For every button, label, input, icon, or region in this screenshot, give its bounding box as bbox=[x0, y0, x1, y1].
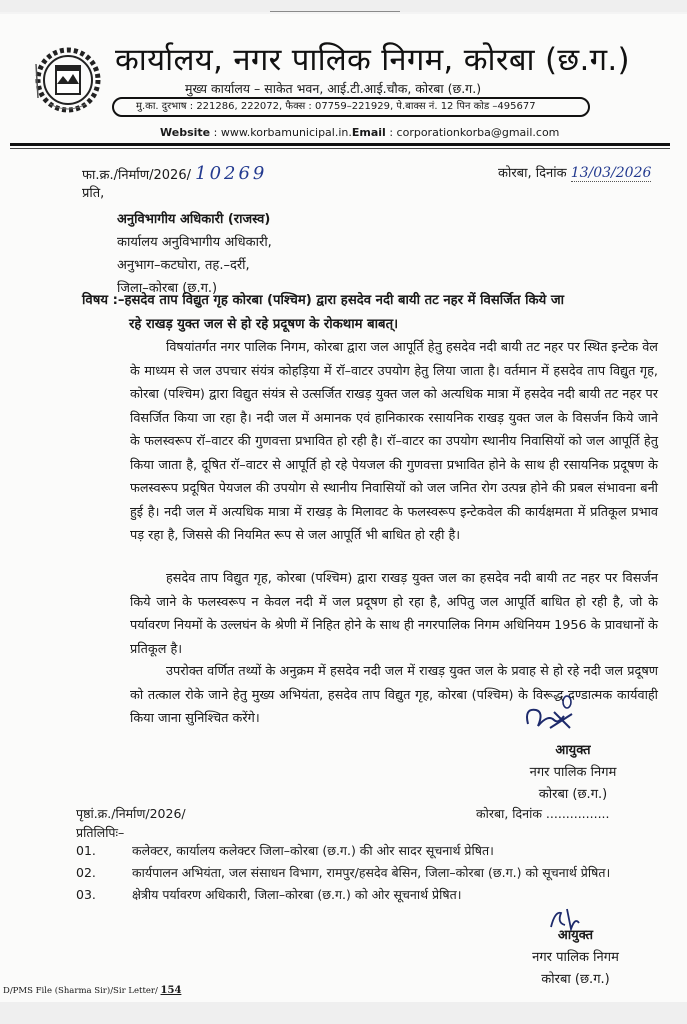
commissioner-signature bbox=[520, 694, 620, 738]
addressee-line: कार्यालय अनुविभागीय अधिकारी, bbox=[117, 235, 272, 250]
file-path-footer bbox=[3, 985, 181, 996]
reference-number-handwritten: 10269 bbox=[195, 163, 268, 184]
file-path: D/PMS File (Sharma Sir)/Sir Letter/ bbox=[3, 986, 158, 996]
signatory-office: नगर पालिक निगम bbox=[529, 765, 617, 780]
photo-bottom-margin bbox=[0, 1002, 687, 1024]
organization-title: कार्यालय, नगर पालिक निगम, कोरबा (छ.ग.) bbox=[115, 42, 630, 78]
subject-label: विषय :– bbox=[82, 293, 125, 308]
copy-number: 02. bbox=[76, 865, 96, 880]
salutation: प्रति, bbox=[82, 186, 105, 201]
signatory-title: आयुक्त bbox=[555, 743, 591, 758]
date-label: कोरबा, दिनांक bbox=[498, 166, 567, 181]
copy-text: कार्यपालन अभियंता, जल संसाधन विभाग, रामपुर/हसदेव बेसिन, जिला–कोरबा (छ.ग.) को सूचनार्थ प्रेषित। bbox=[132, 865, 611, 880]
copy-number: 03. bbox=[76, 887, 96, 902]
photo-edge-shadow bbox=[270, 11, 400, 12]
body-paragraph-2: हसदेव ताप विद्युत गृह, कोरबा (पश्चिम) द्वारा राखड़ युक्त जल का हसदेव नदी बायी तट नहर पर विसर्जन किये जाने के फलस्वरूप न केवल नदी में जल प्रदूषण हो रहा है, अपितु जल आपूर्ति बाधित हो रही है, जो के पर्यावरण नियमों के उल्लघंन के श्रेणी में निहित होने के साथ ही नगरपालिक निगम अधिनियम 1956 के प्रावधानों के प्रतिकूल है। bbox=[130, 571, 658, 657]
addressee-line: जिला–कोरबा (छ.ग.) bbox=[117, 281, 218, 296]
signatory-office: नगर पालिक निगम bbox=[532, 950, 619, 965]
addressee-block bbox=[117, 208, 272, 300]
letterhead-rule-thick bbox=[10, 143, 670, 146]
copy-to-label: प्रतिलिपिः– bbox=[76, 825, 125, 840]
endorsement-reference: पृष्ठां.क्र./निर्माण/2026/ bbox=[76, 806, 186, 821]
addressee-line: अनुभाग–कटघोरा, तह.–दर्री, bbox=[117, 258, 250, 273]
contact-details: मु.का. दुरभाष : 221286, 222072, फैक्स : 07759–221929, पे.बाक्स नं. 12 पिन कोड –495677 bbox=[112, 97, 590, 117]
head-office-address: मुख्य कार्यालय – साकेत भवन, आई.टी.आई.चौक, कोरबा (छ.ग.) bbox=[185, 81, 482, 96]
copy-list bbox=[76, 840, 676, 906]
municipal-emblem-logo bbox=[30, 44, 102, 116]
subject-text-2: रहे राखड़ युक्त जल से हो रहे प्रदूषण के रोकथाम बाबत्। bbox=[129, 317, 399, 332]
signatory-block-2 bbox=[503, 925, 648, 991]
endorsement-date-blank: ................ bbox=[545, 806, 610, 821]
body-paragraph-3: उपरोक्त वर्णित तथ्यों के अनुक्रम में हसदेव नदी जल में राखड़ युक्त जल के प्रवाह से हो रहे नदी जल प्रदूषण को तत्काल रोके जाने हेतु मुख्य अभियंता, हसदेव ताप विद्युत गृह, कोरबा (पश्चिम) के विरूद्ध दण्डात्मक कार्यवाही किया जाना सुनिश्चित करेंगे। bbox=[130, 664, 658, 726]
copy-item bbox=[76, 884, 676, 906]
email-label: Email bbox=[351, 126, 386, 139]
subject-text-1: हसदेव ताप विद्युत गृह कोरबा (पश्चिम) द्वारा हसदेव नदी बायी तट नहर में विसर्जित किये जा bbox=[124, 293, 565, 308]
website-link[interactable]: www.korbamunicipal.in. bbox=[220, 126, 352, 139]
copy-item bbox=[76, 862, 676, 884]
signatory-location: कोरबा (छ.ग.) bbox=[541, 972, 610, 987]
copy-text: कलेक्टर, कार्यालय कलेक्टर जिला–कोरबा (छ.ग.) की ओर सादर सूचनार्थ प्रेषित। bbox=[132, 843, 494, 858]
website-email-line: Website : www.korbamunicipal.in.Email : corporationkorba@gmail.com bbox=[160, 126, 560, 139]
endorsement-date-label: कोरबा, दिनांक bbox=[476, 806, 542, 821]
file-reference bbox=[82, 163, 267, 184]
website-label: Website bbox=[160, 126, 211, 139]
copy-item bbox=[76, 840, 676, 862]
letterhead-rule-thin bbox=[10, 148, 670, 149]
subject-line bbox=[82, 289, 662, 337]
signatory-block-1 bbox=[503, 740, 643, 806]
signatory-title: आयुक्त bbox=[557, 928, 594, 943]
email-link[interactable]: corporationkorba@gmail.com bbox=[396, 126, 560, 139]
letter-date bbox=[498, 163, 651, 181]
addressee-title: अनुविभागीय अधिकारी (राजस्व) bbox=[117, 212, 271, 227]
body-paragraph-1: विषयांतर्गत नगर पालिक निगम, कोरबा द्वारा जल आपूर्ति हेतु हसदेव नदी बायी तट नहर पर स्थित इन्टेक वेल के माध्यम से जल उपचार संयंत्र कोहड़िया में रॉ–वाटर उपयोग हेतु लिया जाता है। वर्तमान में हसदेव ताप विद्युत गृह, कोरबा (पश्चिम) द्वारा विद्युत संयंत्र से उत्सर्जित राखड़ युक्त जल को अत्यधिक मात्रा में हसदेव नदी बायी तट नहर पर विसर्जित किया जा रहा है। नदी जल में अमानक एवं हानिकारक रसायनिक राखड़ युक्त जल के विसर्जन किये जाने के फलस्वरूप रॉ–वाटर की गुणवत्ता प्रभावित हो रही है। रॉ–वाटर का उपयोग स्थानीय निवासियों को जल आपूर्ति हेतु किया जाता है, दूषित रॉ–वाटर से आपूर्ति हो रहे पेयजल की गुणवत्ता प्रभावित होने के साथ ही रसायनिक प्रदूषण के फलस्वरूप प्रदूषित पेयजल की उपयोग से स्थानीय निवासियों को जल जनित रोग उत्पन्न होने की प्रबल संभावना बनी हुई है। नदी जल में अत्यधिक मात्रा में राखड़ के मिलावट के फलस्वरूप इन्टेकवेल की कार्यक्षमता में प्रतिकूल प्रभाव पड़ रहा है, जिससे की नियमित रूप से जल आपूर्ति भी बाधित हो रही है। bbox=[130, 340, 658, 543]
file-page-number: 154 bbox=[160, 985, 182, 996]
copy-number: 01. bbox=[76, 843, 96, 858]
signatory-location: कोरबा (छ.ग.) bbox=[538, 787, 608, 802]
reference-prefix: फा.क्र./निर्माण/2026/ bbox=[82, 168, 191, 183]
copy-text: क्षेत्रीय पर्यावरण अधिकारी, जिला–कोरबा (छ.ग.) को ओर सूचनार्थ प्रेषित। bbox=[132, 887, 462, 902]
date-handwritten: 13/03/2026 bbox=[570, 165, 652, 181]
endorsement-date bbox=[476, 805, 610, 822]
